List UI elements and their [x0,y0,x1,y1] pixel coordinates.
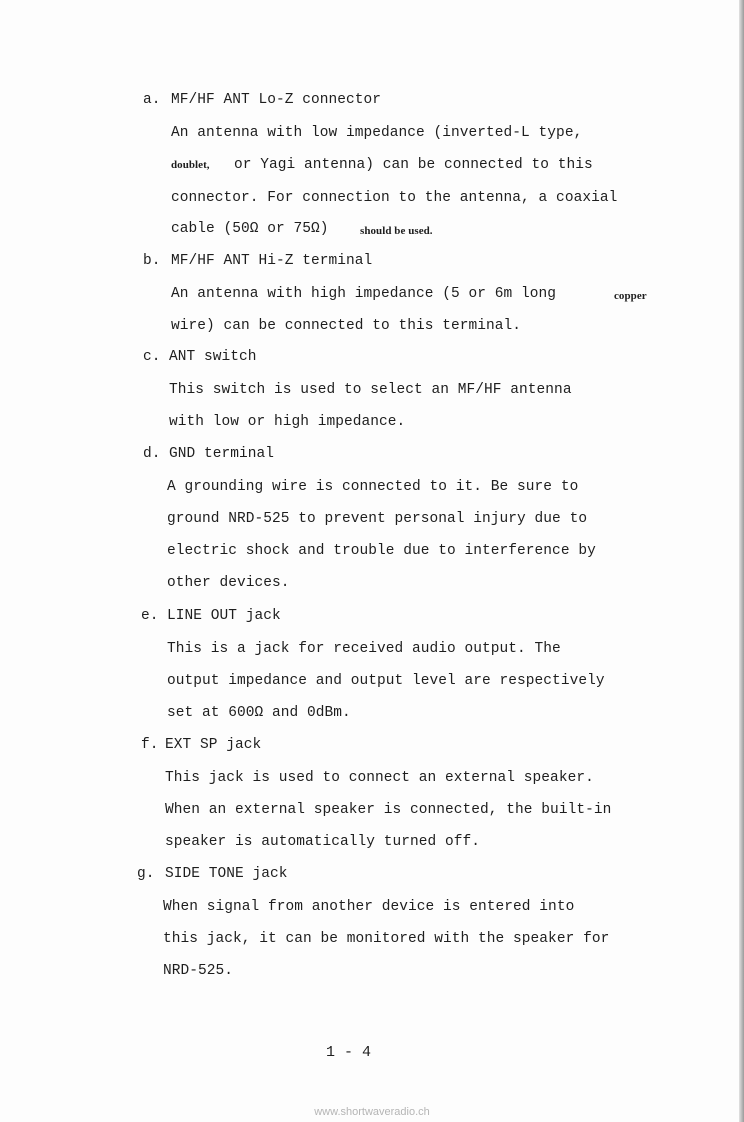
item-e-line-1: This is a jack for received audio output. The [167,641,561,657]
item-d-line-1: A grounding wire is connected to it. Be sure to [167,479,579,495]
item-a-line-4a: cable (50Ω or 75Ω) [171,221,329,237]
item-b-line-1b: copper [614,290,647,302]
item-e-title: LINE OUT jack [167,608,281,624]
item-a-line-2b: or Yagi antenna) can be connected to this [234,157,593,173]
item-e-letter: e. [141,608,159,624]
item-a-line-1: An antenna with low impedance (inverted-L type, [171,125,583,141]
item-f-line-2: When an external speaker is connected, the built-in [165,802,612,818]
item-a-line-2a: doublet, [171,159,210,171]
item-d-line-3: electric shock and trouble due to interference by [167,543,596,559]
footer-watermark: www.shortwaveradio.ch [314,1106,430,1118]
item-g-line-2: this jack, it can be monitored with the speaker for [163,931,610,947]
item-c-line-2: with low or high impedance. [169,414,406,430]
page-edge-shadow [739,0,744,1122]
item-f-line-3: speaker is automatically turned off. [165,834,481,850]
item-b-letter: b. [143,253,161,269]
item-a-title: MF/HF ANT Lo-Z connector [171,92,382,108]
item-c-line-1: This switch is used to select an MF/HF antenna [169,382,572,398]
item-c-letter: c. [143,349,161,365]
item-a-line-3: connector. For connection to the antenna, a coaxial [171,190,618,206]
item-f-letter: f. [141,737,159,753]
item-d-letter: d. [143,446,161,462]
item-f-line-1: This jack is used to connect an external speaker. [165,770,594,786]
item-f-title: EXT SP jack [165,737,262,753]
item-d-line-2: ground NRD-525 to prevent personal injury due to [167,511,588,527]
item-g-title: SIDE TONE jack [165,866,288,882]
item-g-letter: g. [137,866,155,882]
item-e-line-2: output impedance and output level are respectively [167,673,605,689]
item-g-line-3: NRD-525. [163,963,234,979]
item-d-title: GND terminal [169,446,275,462]
item-g-line-1: When signal from another device is entered into [163,899,575,915]
item-b-line-1a: An antenna with high impedance (5 or 6m long [171,286,557,302]
item-c-title: ANT switch [169,349,257,365]
item-a-letter: a. [143,92,161,108]
item-a-line-4b: should be used. [360,225,433,237]
item-e-line-3: set at 600Ω and 0dBm. [167,705,351,721]
item-d-line-4: other devices. [167,575,290,591]
page-number: 1 - 4 [326,1044,372,1061]
item-b-line-2: wire) can be connected to this terminal. [171,318,522,334]
item-b-title: MF/HF ANT Hi-Z terminal [171,253,373,269]
